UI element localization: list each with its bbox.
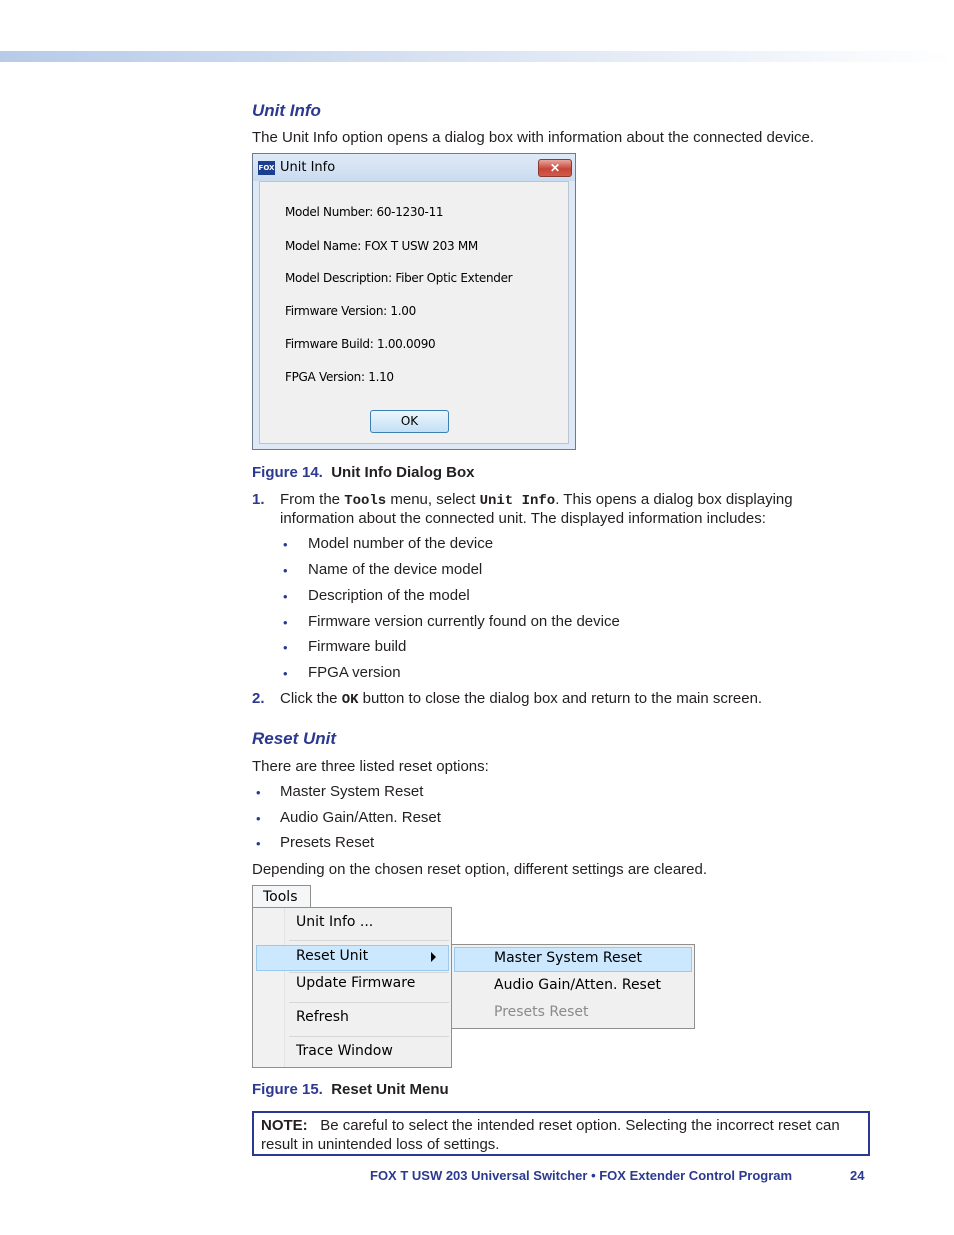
page-number: 24 — [850, 1168, 865, 1183]
list-item: Firmware version currently found on the device — [308, 613, 620, 630]
bullet-icon: • — [256, 785, 261, 800]
model-number-line: Model Number: 60-1230-11 — [285, 205, 444, 219]
list-item: FPGA version — [308, 664, 401, 681]
figure-15-caption — [252, 1081, 449, 1098]
list-item: Master System Reset — [280, 783, 424, 800]
step-1-part-c: . This opens a dialog box displaying — [555, 491, 793, 508]
menu-item-update-firmware[interactable]: Update Firmware — [296, 975, 416, 991]
bullet-icon: • — [283, 666, 288, 681]
step-2-part-b: button to close the dialog box and return to the main screen. — [358, 690, 763, 707]
menu-separator — [289, 940, 449, 941]
figure-title: Unit Info Dialog Box — [331, 464, 475, 481]
ok-code: OK — [341, 692, 359, 708]
unit-info-dialog — [252, 153, 576, 450]
firmware-version-line: Firmware Version: 1.00 — [285, 304, 416, 318]
menu-item-reset-unit[interactable]: Reset Unit — [296, 948, 369, 964]
bullet-icon: • — [283, 615, 288, 630]
bullet-icon: • — [256, 836, 261, 851]
step-2-text — [280, 690, 762, 708]
figure-title: Reset Unit Menu — [331, 1081, 449, 1098]
submenu-item-master-system-reset[interactable]: Master System Reset — [494, 950, 643, 966]
tools-code: Tools — [344, 493, 387, 509]
bullet-icon: • — [283, 589, 288, 604]
page-footer: FOX T USW 203 Universal Switcher • FOX Extender Control Program — [370, 1168, 793, 1183]
unit-info-code: Unit Info — [479, 493, 556, 509]
step-1-text — [280, 491, 793, 509]
dialog-title: Unit Info — [280, 160, 336, 175]
list-item: Description of the model — [308, 587, 470, 604]
figure-number: Figure 15. — [252, 1081, 323, 1098]
fox-app-icon: FOX — [258, 161, 275, 175]
list-item: Firmware build — [308, 638, 407, 655]
reset-after-text: Depending on the chosen reset option, different settings are cleared. — [252, 861, 708, 878]
unit-info-intro: The Unit Info option opens a dialog box with information about the connected device. — [252, 129, 815, 146]
ok-button[interactable]: OK — [370, 410, 449, 433]
bullet-icon: • — [283, 537, 288, 552]
list-item: Name of the device model — [308, 561, 483, 578]
step-2-number: 2. — [252, 690, 265, 707]
figure-14-caption — [252, 464, 475, 481]
step-1-number: 1. — [252, 491, 265, 508]
section-heading-reset-unit: Reset Unit — [252, 729, 337, 748]
list-item: Audio Gain/Atten. Reset — [280, 809, 441, 826]
tools-tab-label: Tools — [263, 889, 298, 905]
submenu-arrow-icon — [431, 952, 436, 962]
reset-intro: There are three listed reset options: — [252, 758, 489, 775]
model-description-line: Model Description: Fiber Optic Extender — [285, 271, 513, 285]
menu-item-trace-window[interactable]: Trace Window — [296, 1043, 393, 1059]
dialog-title-bar — [253, 154, 575, 181]
section-heading-unit-info: Unit Info — [252, 101, 321, 120]
submenu-item-presets-reset: Presets Reset — [494, 1004, 589, 1020]
step-1-part-b: menu, select — [386, 491, 480, 508]
list-item: Presets Reset — [280, 834, 375, 851]
header-band — [0, 51, 954, 62]
note-body: Be careful to select the intended reset option. Selecting the incorrect reset can result in unintended loss of settings. — [261, 1117, 840, 1153]
menu-separator — [289, 1036, 449, 1037]
step-1-line-2: information about the connected unit. The displayed information includes: — [280, 510, 766, 527]
step-1-part-a: From the — [280, 491, 345, 508]
menu-item-refresh[interactable]: Refresh — [296, 1009, 349, 1025]
tools-menu-tab[interactable] — [252, 885, 311, 909]
step-2-part-a: Click the — [280, 690, 342, 707]
list-item: Model number of the device — [308, 535, 494, 552]
note-text — [261, 1116, 861, 1154]
bullet-icon: • — [283, 640, 288, 655]
close-icon: ✕ — [549, 161, 561, 175]
tools-dropdown — [252, 907, 452, 1068]
bullet-icon: • — [256, 811, 261, 826]
bullet-icon: • — [283, 563, 288, 578]
note-label: NOTE: — [261, 1117, 308, 1134]
menu-separator — [289, 972, 449, 973]
close-button[interactable] — [538, 159, 572, 177]
note-box — [252, 1111, 870, 1156]
reset-submenu — [451, 944, 695, 1029]
dialog-body — [259, 181, 569, 444]
firmware-build-line: Firmware Build: 1.00.0090 — [285, 337, 436, 351]
model-name-line: Model Name: FOX T USW 203 MM — [285, 239, 478, 253]
submenu-item-audio-gain-reset[interactable]: Audio Gain/Atten. Reset — [494, 977, 661, 993]
menu-separator — [289, 1002, 449, 1003]
fpga-version-line: FPGA Version: 1.10 — [285, 370, 394, 384]
menu-item-unit-info[interactable]: Unit Info ... — [296, 914, 374, 930]
figure-number: Figure 14. — [252, 464, 323, 481]
tools-menu-screenshot — [252, 885, 696, 1070]
